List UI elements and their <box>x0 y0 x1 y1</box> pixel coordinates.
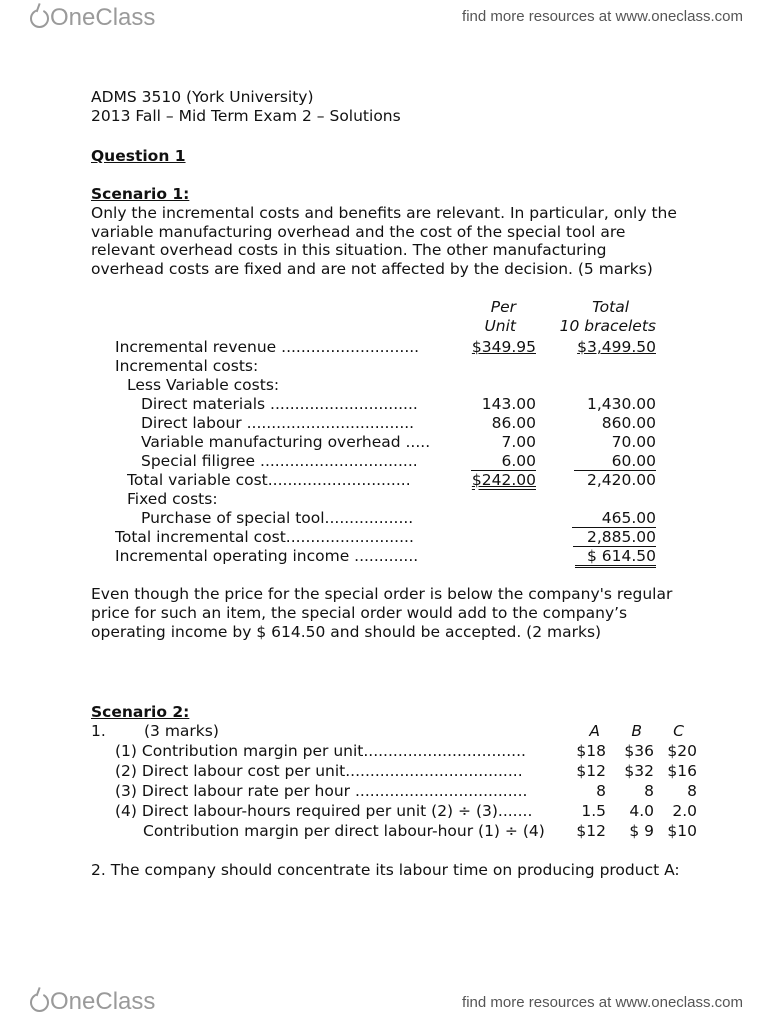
exam-title: 2013 Fall – Mid Term Exam 2 – Solutions <box>91 107 401 125</box>
row-label: Incremental operating income ............. <box>115 547 419 565</box>
col-c-header: C <box>673 722 684 740</box>
s2-value-b: $ 9 <box>629 822 654 840</box>
header-link[interactable]: find more resources at www.oneclass.com <box>462 8 743 25</box>
row-label: Incremental revenue ............................ <box>115 338 420 356</box>
row-label: Special filigree ................................ <box>141 452 418 470</box>
s2-value-b: $36 <box>624 742 654 760</box>
row-label: Purchase of special tool.................. <box>141 509 414 527</box>
row-total: 860.00 <box>601 414 656 432</box>
s2-value-a: $12 <box>576 822 606 840</box>
s2-value-c: 8 <box>687 782 697 800</box>
s2-value-c: $16 <box>667 762 697 780</box>
row-total: 1,430.00 <box>586 395 656 413</box>
total-value: $ 614.50 <box>575 547 656 568</box>
s2-value-c: $10 <box>667 822 697 840</box>
scenario1-intro-line: variable manufacturing overhead and the cost of the special tool are <box>91 223 626 241</box>
row-label: Fixed costs: <box>127 490 218 508</box>
logo-o-icon <box>30 993 49 1012</box>
row-label: Direct materials .............................. <box>141 395 418 413</box>
row-label: Direct labour .................................. <box>141 414 415 432</box>
s2-value-a: 8 <box>596 782 606 800</box>
s2-value-b: $32 <box>624 762 654 780</box>
per-unit-value: 6.00 <box>471 452 536 471</box>
row-total: 2,420.00 <box>586 471 656 489</box>
question1-heading: Question 1 <box>91 147 186 165</box>
item2-text: 2. The company should concentrate its labour time on producing product A: <box>91 861 680 879</box>
conclusion-line: Even though the price for the special order is below the company's regular <box>91 585 673 603</box>
col-b-header: B <box>631 722 642 740</box>
total-value: 60.00 <box>574 452 656 471</box>
scenario1-intro-line: overhead costs are fixed and are not affected by the decision. (5 marks) <box>91 260 653 278</box>
s2-value-a: $18 <box>576 742 606 760</box>
conclusion-line: operating income by $ 614.50 and should be accepted. (2 marks) <box>91 623 602 641</box>
row-per-unit: 86.00 <box>491 414 536 432</box>
scenario1-heading: Scenario 1: <box>91 185 190 203</box>
row-per-unit: 7.00 <box>501 433 536 451</box>
col-total-header: Total <box>592 298 629 316</box>
row-per-unit <box>440 452 536 471</box>
total-value: 2,885.00 <box>573 528 656 547</box>
s2-value-a: $12 <box>576 762 606 780</box>
s2-row-label: Contribution margin per direct labour-hour (1) ÷ (4) <box>143 822 545 840</box>
row-total <box>540 547 656 566</box>
s2-value-b: 8 <box>644 782 654 800</box>
oneclass-logo-footer <box>30 988 155 1016</box>
row-label: Less Variable costs: <box>127 376 280 394</box>
total-value: 465.00 <box>572 509 656 528</box>
row-label: Variable manufacturing overhead ..... <box>141 433 431 451</box>
s2-row-label: (4) Direct labour-hours required per unit (2) ÷ (3)....... <box>115 802 533 820</box>
row-per-unit: $349.95 <box>471 338 536 356</box>
scenario2-heading: Scenario 2: <box>91 703 190 721</box>
course-title: ADMS 3510 (York University) <box>91 88 314 106</box>
row-total: 70.00 <box>611 433 656 451</box>
footer-link[interactable]: find more resources at www.oneclass.com <box>462 994 743 1011</box>
conclusion-line: price for such an item, the special order would add to the company’s <box>91 604 628 622</box>
row-total <box>540 452 656 471</box>
col-total-header: 10 bracelets <box>559 317 656 335</box>
row-per-unit: $242.00 <box>471 471 536 489</box>
s2-value-a: 1.5 <box>581 802 606 820</box>
logo-text: OneClass <box>50 988 156 1015</box>
row-label: Incremental costs: <box>115 357 259 375</box>
row-total <box>540 509 656 528</box>
row-label: Total incremental cost.......................... <box>115 528 414 546</box>
col-per-unit-header: Per <box>490 298 516 316</box>
row-label: Total variable cost............................. <box>127 471 411 489</box>
scenario1-intro-line: Only the incremental costs and benefits are relevant. In particular, only the <box>91 204 677 222</box>
s2-row-label: (1) Contribution margin per unit................................. <box>115 742 526 760</box>
row-total: $3,499.50 <box>577 338 656 356</box>
logo-o-icon <box>30 9 49 28</box>
row-total <box>540 528 656 547</box>
s2-row-label: (3) Direct labour rate per hour ................................... <box>115 782 528 800</box>
col-per-unit-header: Unit <box>484 317 516 335</box>
row-per-unit: 143.00 <box>481 395 536 413</box>
col-a-header: A <box>589 722 600 740</box>
item1-number: 1. <box>91 722 106 740</box>
s2-value-c: $20 <box>667 742 697 760</box>
oneclass-logo <box>30 4 155 32</box>
scenario1-intro-line: relevant overhead costs in this situation. The other manufacturing <box>91 241 607 259</box>
item1-marks: (3 marks) <box>144 722 219 740</box>
s2-value-c: 2.0 <box>672 802 697 820</box>
s2-value-b: 4.0 <box>629 802 654 820</box>
s2-row-label: (2) Direct labour cost per unit.................................... <box>115 762 523 780</box>
logo-text: OneClass <box>50 4 156 31</box>
